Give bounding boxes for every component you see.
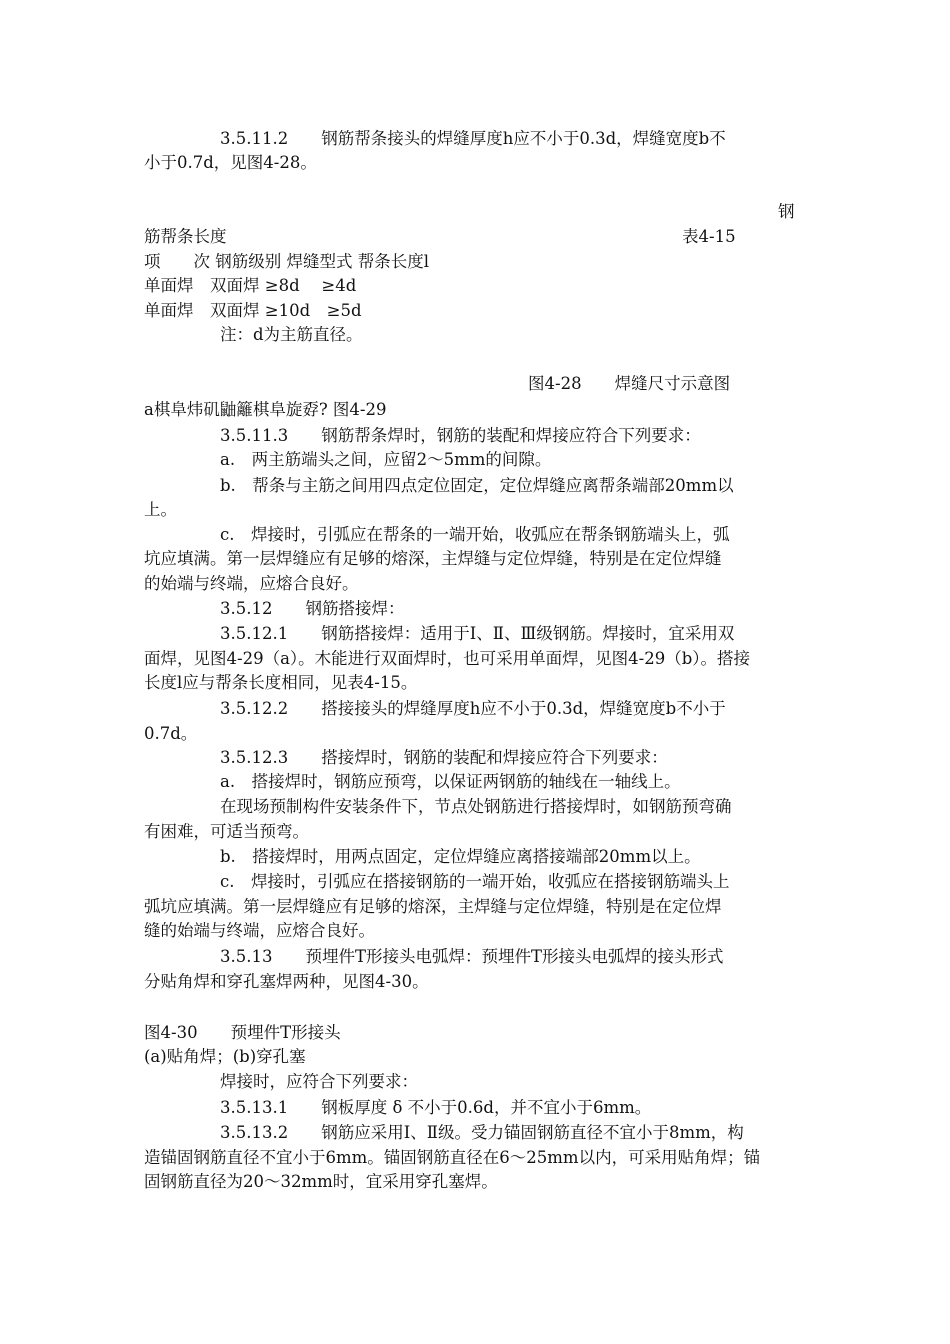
paragraph-line: 3.5.12.1 钢筋搭接焊：适用于Ⅰ、Ⅱ、Ⅲ级钢筋。焊接时，宜采用双 [220,624,735,643]
paragraph-line: 弧坑应填满。第一层焊缝应有足够的熔深，主焊缝与定位焊缝，特别是在定位焊 [144,897,722,916]
paragraph-line: 3.5.13 预埋件T形接头电弧焊：预埋件T形接头电弧焊的接头形式 [220,947,724,966]
paragraph-line: 3.5.12.3 搭接焊时，钢筋的装配和焊接应符合下列要求： [220,748,668,767]
paragraph-line: 面焊，见图4-29（a）。木能进行双面焊时，也可采用单面焊，见图4-29（b）。搭接 [144,649,751,668]
section-heading: 3.5.12 钢筋搭接焊： [220,599,405,618]
paragraph-line: 3.5.13.2 钢筋应采用Ⅰ、Ⅱ级。受力锚固钢筋直径不宜小于8mm，构 [220,1123,744,1142]
paragraph-line: 的始端与终端，应熔合良好。 [144,574,359,593]
paragraph-line: c. 焊接时，引弧应在帮条的一端开始，收弧应在帮条钢筋端头上，弧 [220,525,730,544]
table-header: 项 次 钢筋级别 焊缝型式 帮条长度l [144,252,430,271]
paragraph-line: b. 帮条与主筋之间用四点定位固定，定位焊缝应离帮条端部20mm以 [220,476,734,495]
paragraph-line: b. 搭接焊时，用两点固定，定位焊缝应离搭接端部20mm以上。 [220,847,701,866]
table-caption-fragment: 钢 [778,202,795,221]
figure-caption: 图4-30 预埋件T形接头 [144,1023,341,1042]
paragraph-line: 3.5.11.2 钢筋帮条接头的焊缝厚度h应不小于0.3d，焊缝宽度b不 [220,129,726,148]
paragraph-line: 上。 [144,500,177,519]
paragraph-line: 0.7d。 [144,724,198,743]
paragraph-line: 长度l应与帮条长度相同，见表4-15。 [144,673,418,692]
table-note: 注：d为主筋直径。 [220,325,363,344]
paragraph-line: 在现场预制构件安装条件下，节点处钢筋进行搭接焊时，如钢筋预弯确 [220,797,732,816]
paragraph-line: 焊接时，应符合下列要求： [220,1072,418,1091]
paragraph-line: a. 两主筋端头之间，应留2～5mm的间隙。 [220,450,552,469]
paragraph-line: 有困难，可适当预弯。 [144,822,309,841]
figure-subcaption: (a)贴角焊；(b)穿孔塞 [144,1047,306,1066]
table-number: 表4-15 [682,227,736,246]
table-row: 单面焊 双面焊 ≥10d ≥5d [144,301,362,320]
paragraph-line: a. 搭接焊时，钢筋应预弯，以保证两钢筋的轴线在一轴线上。 [220,772,681,791]
paragraph-line: 固钢筋直径为20～32mm时，宜采用穿孔塞焊。 [144,1172,498,1191]
paragraph-line: 3.5.11.3 钢筋帮条焊时，钢筋的装配和焊接应符合下列要求： [220,426,701,445]
garbled-text: a棋阜炜矶鼬籬棋阜旋孬? 图4-29 [144,400,387,419]
paragraph-line: 缝的始端与终端，应熔合良好。 [144,921,375,940]
paragraph-line: 3.5.13.1 钢板厚度 δ 不小于0.6d，并不宜小于6mm。 [220,1098,652,1117]
table-title: 筋帮条长度 [144,227,227,246]
paragraph-line: c. 焊接时，引弧应在搭接钢筋的一端开始，收弧应在搭接钢筋端头上 [220,872,730,891]
figure-caption: 图4-28 焊缝尺寸示意图 [528,374,731,393]
paragraph-line: 造锚固钢筋直径不宜小于6mm。锚固钢筋直径在6～25mm以内，可采用贴角焊；锚 [144,1148,761,1167]
paragraph-line: 分贴角焊和穿孔塞焊两种，见图4-30。 [144,972,429,991]
paragraph-line: 3.5.12.2 搭接接头的焊缝厚度h应不小于0.3d，焊缝宽度b不小于 [220,699,726,718]
paragraph-line: 坑应填满。第一层焊缝应有足够的熔深，主焊缝与定位焊缝，特别是在定位焊缝 [144,549,722,568]
table-row: 单面焊 双面焊 ≥8d ≥4d [144,276,357,295]
paragraph-line: 小于0.7d，见图4-28。 [144,153,317,172]
